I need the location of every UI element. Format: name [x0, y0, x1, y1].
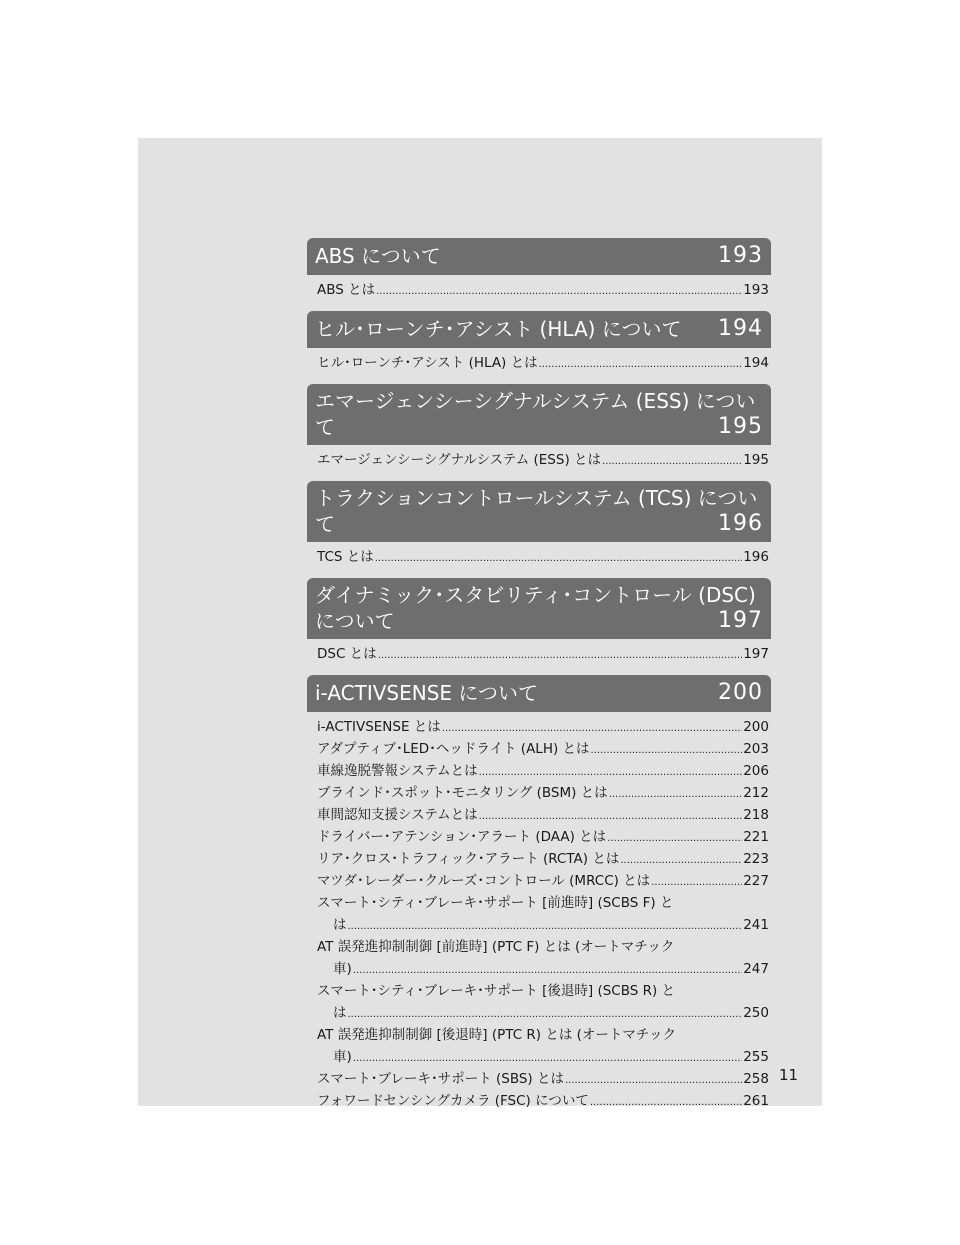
entry-page: 247 — [743, 961, 769, 977]
toc-entry[interactable] — [317, 870, 769, 892]
entry-title-line1: スマート･シティ･ブレーキ･サポート [前進時] (SCBS F) と — [317, 895, 674, 911]
section-heading-page: 195 — [718, 414, 763, 439]
table-of-contents — [307, 238, 771, 1122]
section-heading-text: ABS について — [315, 244, 441, 268]
entry-page: 197 — [743, 646, 769, 662]
toc-entry[interactable] — [317, 1024, 769, 1068]
section-heading-dsc[interactable] — [307, 578, 771, 639]
section-entries — [307, 348, 771, 384]
entry-title: リア･クロス･トラフィック･アラート (RCTA) とは — [317, 851, 620, 867]
entry-title: 車線逸脱警報システムとは — [317, 763, 478, 779]
entry-second-line — [317, 1002, 769, 1024]
entry-page: 241 — [743, 917, 769, 933]
entry-title-line2: 車) — [333, 961, 352, 977]
toc-entry[interactable] — [317, 760, 769, 782]
section-heading-page: 196 — [718, 511, 763, 536]
entry-title-line1: スマート･シティ･ブレーキ･サポート [後退時] (SCBS R) と — [317, 983, 676, 999]
section-heading-text-line1: トラクションコントロールシステム (TCS) につい — [315, 486, 758, 510]
section-heading-text: i-ACTIVSENSE について — [315, 681, 539, 705]
leader-dots — [602, 449, 742, 471]
leader-dots — [353, 958, 742, 980]
leader-dots — [378, 643, 743, 665]
entry-page: 195 — [743, 452, 769, 468]
leader-dots — [539, 352, 743, 374]
leader-dots — [376, 279, 742, 301]
leader-dots — [348, 914, 743, 936]
entry-title-line1: AT 誤発進抑制制御 [前進時] (PTC F) とは (オートマチック — [317, 939, 675, 955]
entry-page: 203 — [743, 741, 769, 757]
leader-dots — [442, 716, 742, 738]
section-heading-line2 — [315, 414, 763, 440]
entry-title-line2: は — [333, 917, 347, 933]
toc-entry[interactable] — [317, 782, 769, 804]
entry-second-line — [317, 958, 769, 980]
toc-entry[interactable] — [317, 449, 769, 471]
section-heading-text-line2: について — [315, 609, 395, 633]
section-heading-abs[interactable] — [307, 238, 771, 275]
section-heading-text-line1: ダイナミック･スタビリティ･コントロール (DSC) — [315, 583, 756, 607]
entry-page: 223 — [743, 851, 769, 867]
entry-page: 218 — [743, 807, 769, 823]
entry-title-line1: AT 誤発進抑制制御 [後退時] (PTC R) とは (オートマチック — [317, 1027, 677, 1043]
entry-page: 258 — [743, 1071, 769, 1087]
section-heading-page: 197 — [718, 608, 763, 633]
leader-dots — [651, 870, 742, 892]
leader-dots — [479, 804, 743, 826]
section-entries — [307, 639, 771, 675]
toc-entry[interactable] — [317, 716, 769, 738]
section-heading-hla[interactable] — [307, 311, 771, 348]
toc-entry[interactable] — [317, 643, 769, 665]
toc-entry[interactable] — [317, 546, 769, 568]
entry-second-line — [317, 1046, 769, 1068]
toc-entry[interactable] — [317, 1068, 769, 1090]
entry-page: 206 — [743, 763, 769, 779]
leader-dots — [620, 848, 742, 870]
entry-page: 221 — [743, 829, 769, 845]
leader-dots — [375, 546, 742, 568]
page-number: 11 — [779, 1066, 799, 1084]
entry-title-line2: 車) — [333, 1049, 352, 1065]
entry-page: 261 — [743, 1093, 769, 1109]
entry-title-line2: は — [333, 1005, 347, 1021]
toc-entry[interactable] — [317, 980, 769, 1024]
section-heading-page: 194 — [718, 316, 763, 341]
entry-title: マツダ･レーダー･クルーズ･コントロール (MRCC) とは — [317, 873, 651, 889]
toc-entry[interactable] — [317, 848, 769, 870]
leader-dots — [607, 826, 742, 848]
entry-title: ドライバー･アテンション･アラート (DAA) とは — [317, 829, 607, 845]
leader-dots — [609, 782, 743, 804]
entry-title: スマート･ブレーキ･サポート (SBS) とは — [317, 1071, 564, 1087]
entry-title: アダプティブ･LED･ヘッドライト (ALH) とは — [317, 741, 590, 757]
entry-title: ABS とは — [317, 282, 376, 298]
entry-second-line — [317, 914, 769, 936]
entry-page: 212 — [743, 785, 769, 801]
section-heading-text-line2: て — [315, 512, 335, 536]
leader-dots — [479, 760, 743, 782]
section-entries — [307, 712, 771, 1122]
leader-dots — [353, 1046, 742, 1068]
section-heading-ess[interactable] — [307, 384, 771, 445]
entry-page: 227 — [743, 873, 769, 889]
toc-entry[interactable] — [317, 892, 769, 936]
toc-entry[interactable] — [317, 738, 769, 760]
entry-page: 250 — [743, 1005, 769, 1021]
entry-page: 196 — [743, 549, 769, 565]
entry-page: 193 — [743, 282, 769, 298]
toc-entry[interactable] — [317, 804, 769, 826]
entry-title: DSC とは — [317, 646, 377, 662]
entry-page: 255 — [743, 1049, 769, 1065]
leader-dots — [591, 738, 743, 760]
section-heading-text-line1: エマージェンシーシグナルシステム (ESS) につい — [315, 389, 756, 413]
entry-title: ヒル･ローンチ･アシスト (HLA) とは — [317, 355, 538, 371]
entry-title: フォワードセンシングカメラ (FSC) について — [317, 1093, 589, 1109]
section-heading-text: ヒル･ローンチ･アシスト (HLA) について — [315, 317, 682, 341]
section-entries — [307, 542, 771, 578]
entry-title: エマージェンシーシグナルシステム (ESS) とは — [317, 452, 602, 468]
section-entries — [307, 445, 771, 481]
leader-dots — [565, 1068, 742, 1090]
section-heading-page: 193 — [718, 243, 763, 268]
entry-title: i-ACTIVSENSE とは — [317, 719, 441, 735]
section-entries — [307, 275, 771, 311]
toc-entry[interactable] — [317, 352, 769, 374]
leader-dots — [590, 1090, 742, 1112]
entry-title: 車間認知支援システムとは — [317, 807, 478, 823]
section-heading-line2 — [315, 608, 763, 634]
leader-dots — [348, 1002, 743, 1024]
toc-entry[interactable] — [317, 1090, 769, 1112]
entry-title: TCS とは — [317, 549, 374, 565]
section-heading-page: 200 — [718, 680, 763, 705]
section-heading-tcs[interactable] — [307, 481, 771, 542]
entry-title: ブラインド･スポット･モニタリング (BSM) とは — [317, 785, 608, 801]
section-heading-i-activsense[interactable] — [307, 675, 771, 712]
section-heading-line2 — [315, 511, 763, 537]
entry-page: 200 — [743, 719, 769, 735]
section-heading-text-line2: て — [315, 415, 335, 439]
entry-page: 194 — [743, 355, 769, 371]
toc-entry[interactable] — [317, 936, 769, 980]
toc-entry[interactable] — [317, 279, 769, 301]
toc-entry[interactable] — [317, 826, 769, 848]
